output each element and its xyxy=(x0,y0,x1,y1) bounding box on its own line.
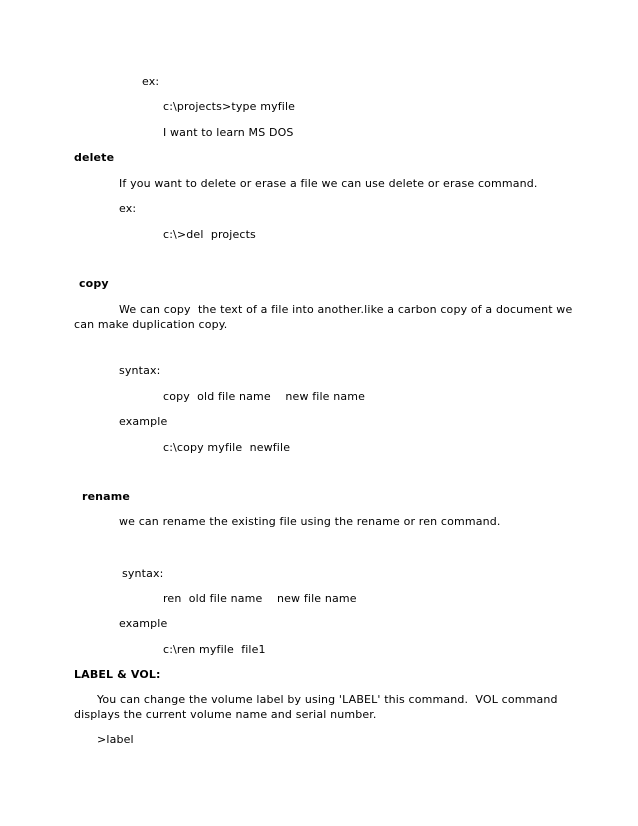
copy-description-line1: We can copy the text of a file into another.like a carbon copy of a document we xyxy=(119,303,573,316)
label-vol-description-line2: displays the current volume name and serial number. xyxy=(74,708,377,721)
copy-example-label: example xyxy=(119,415,168,428)
copy-syntax: copy old file name new file name xyxy=(163,390,366,403)
copy-syntax-label: syntax: xyxy=(119,364,161,377)
copy-example-command: c:\copy myfile newfile xyxy=(163,441,291,454)
rename-heading: rename xyxy=(82,490,130,503)
label-vol-heading: LABEL & VOL: xyxy=(74,668,161,681)
label-vol-description-line1: You can change the volume label by using 'LABEL' this command. VOL command xyxy=(97,693,558,706)
delete-ex-command: c:\>del projects xyxy=(163,228,256,241)
type-ex-command: c:\projects>type myfile xyxy=(163,100,296,113)
rename-description: we can rename the existing file using the rename or ren command. xyxy=(119,515,501,528)
delete-description: If you want to delete or erase a file we can use delete or erase command. xyxy=(119,177,538,190)
copy-heading: copy xyxy=(79,277,109,290)
rename-example-label: example xyxy=(119,617,168,630)
delete-heading: delete xyxy=(74,151,115,164)
rename-syntax: ren old file name new file name xyxy=(163,592,357,605)
delete-ex-label: ex: xyxy=(119,202,137,215)
rename-syntax-label: syntax: xyxy=(122,567,164,580)
label-command: >label xyxy=(97,733,134,746)
type-ex-label: ex: xyxy=(142,75,160,88)
copy-description-line2: can make duplication copy. xyxy=(74,318,228,331)
type-ex-output: I want to learn MS DOS xyxy=(163,126,294,139)
rename-example-command: c:\ren myfile file1 xyxy=(163,643,266,656)
